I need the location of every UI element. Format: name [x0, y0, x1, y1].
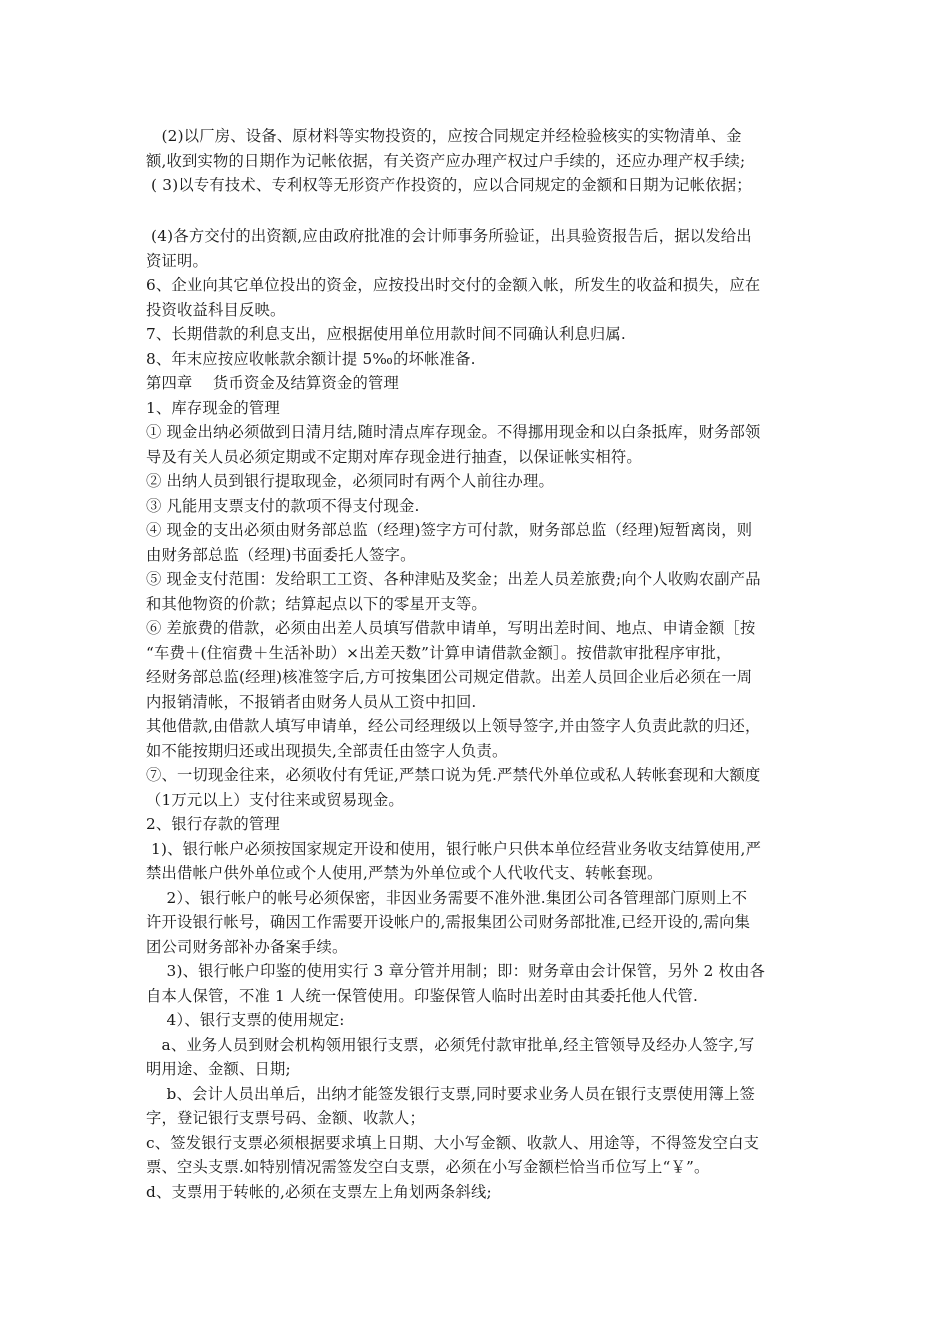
text-line: 其他借款,由借款人填写申请单，经公司经理级以上领导签字,并由签字人负责此款的归还，	[146, 717, 761, 735]
text-line: (2)以厂房、设备、原材料等实物投资的，应按合同规定并经检验核实的实物清单、金	[146, 127, 742, 145]
text-line: 和其他物资的价款；结算起点以下的零星开支等。	[146, 594, 487, 613]
text-line: 3)、银行帐户印鉴的使用实行 3 章分管并用制；即：财务章由会计保管，另外 2 枚由各	[146, 962, 766, 980]
text-line: ⑥ 差旅费的借款，必须由出差人员填写借款申请单，写明出差时间、地点、申请金额［按	[146, 619, 756, 637]
text-line: 经财务部总监(经理)核准签字后,方可按集团公司规定借款。出差人员回企业后必须在一周	[146, 668, 753, 686]
text-line: 团公司财务部补办备案手续。	[146, 937, 348, 956]
text-line: 4）、银行支票的使用规定:	[146, 1011, 345, 1029]
text-line: 内报销清帐，不报销者由财务人员从工资中扣回.	[146, 692, 477, 711]
text-line: “车费＋(住宿费＋生活补助）×出差天数”计算申请借款金额］。按借款审批程序审批，	[146, 643, 732, 662]
text-line: 明用途、金额、日期;	[146, 1060, 291, 1078]
text-line: 1)、银行帐户必须按国家规定开设和使用，银行帐户只供本单位经营业务收支结算使用,严	[146, 839, 762, 858]
text-line: 许开设银行帐号，确因工作需要开设帐户的,需报集团公司财务部批准,已经开设的,需向集	[146, 913, 751, 931]
text-line: (4)各方交付的出资额,应由政府批准的会计师事务所验证，出具验资报告后，据以发给出	[146, 227, 752, 245]
text-line: ① 现金出纳必须做到日清月结,随时清点库存现金。不得挪用现金和以白条抵库，财务部领	[146, 423, 761, 441]
text-line: 资证明。	[146, 251, 208, 270]
text-line: ② 出纳人员到银行提取现金，必须同时有两个人前往办理。	[146, 472, 554, 490]
text-line: b、会计人员出单后，出纳才能签发银行支票,同时要求业务人员在银行支票使用簿上签	[146, 1084, 756, 1103]
text-line: ⑤ 现金支付范围：发给职工工资、各种津贴及奖金；出差人员差旅费;向个人收购农副产品	[146, 570, 761, 588]
text-block-main	[146, 224, 814, 1204]
text-line: 投资收益科目反映。	[146, 300, 286, 319]
text-block-top	[146, 124, 814, 198]
text-line: （1万元以上）支付往来或贸易现金。	[146, 790, 404, 809]
section-heading: 1、库存现金的管理	[146, 398, 280, 417]
text-line: 票、空头支票.如特别情况需签发空白支票，必须在小写金额栏恰当币位写上“￥”。	[146, 1158, 710, 1176]
text-line: 禁出借帐户供外单位或个人使用,严禁为外单位或个人代收代支、转帐套现。	[146, 864, 663, 882]
text-line: 导及有关人员必须定期或不定期对库存现金进行抽查，以保证帐实相符。	[146, 447, 642, 466]
text-line: 2）、银行帐户的帐号必须保密，非因业务需要不准外泄.集团公司各管理部门原则上不	[146, 888, 748, 907]
text-line: 自本人保管，不准 1 人统一保管使用。印鉴保管人临时出差时由其委托他人代管.	[146, 986, 699, 1005]
text-line: a、业务人员到财会机构领用银行支票，必须凭付款审批单,经主管领导及经办人签字,写	[146, 1035, 755, 1054]
text-line: 6、企业向其它单位投出的资金，应按投出时交付的金额入帐，所发生的收益和损失，应在	[146, 276, 761, 294]
text-line: 7、长期借款的利息支出，应根据使用单位用款时间不同确认利息归属.	[146, 325, 626, 343]
text-line: 额,收到实物的日期作为记帐依据，有关资产应办理产权过户手续的，还应办理产权手续;	[146, 151, 746, 170]
text-line: ④ 现金的支出必须由财务部总监（经理)签字方可付款，财务部总监（经理)短暂离岗，则	[146, 521, 753, 539]
section-heading: 2、银行存款的管理	[146, 815, 280, 833]
text-line: ③ 凡能用支票支付的款项不得支付现金.	[146, 496, 420, 515]
chapter-heading: 第四章 货币资金及结算资金的管理	[146, 374, 400, 392]
text-line: c、签发银行支票必须根据要求填上日期、大小写金额、收款人、用途等，不得签发空白支	[146, 1133, 760, 1152]
text-line: 如不能按期归还或出现损失,全部责任由签字人负责。	[146, 741, 508, 760]
text-line: 由财务部总监（经理)书面委托人签字。	[146, 545, 416, 564]
text-line: ⑦、一切现金往来，必须收付有凭证,严禁口说为凭.严禁代外单位或私人转帐套现和大额度	[146, 766, 761, 784]
text-line: 字，登记银行支票号码、金额、收款人；	[146, 1109, 425, 1127]
text-line: 8、年末应按应收帐款余额计提 5‰的坏帐准备.	[146, 349, 476, 368]
text-line: ( 3)以专有技术、专利权等无形资产作投资的，应以合同规定的金额和日期为记帐依据；	[146, 176, 752, 194]
text-line: d、支票用于转帐的,必须在支票左上角划两条斜线;	[146, 1182, 492, 1201]
